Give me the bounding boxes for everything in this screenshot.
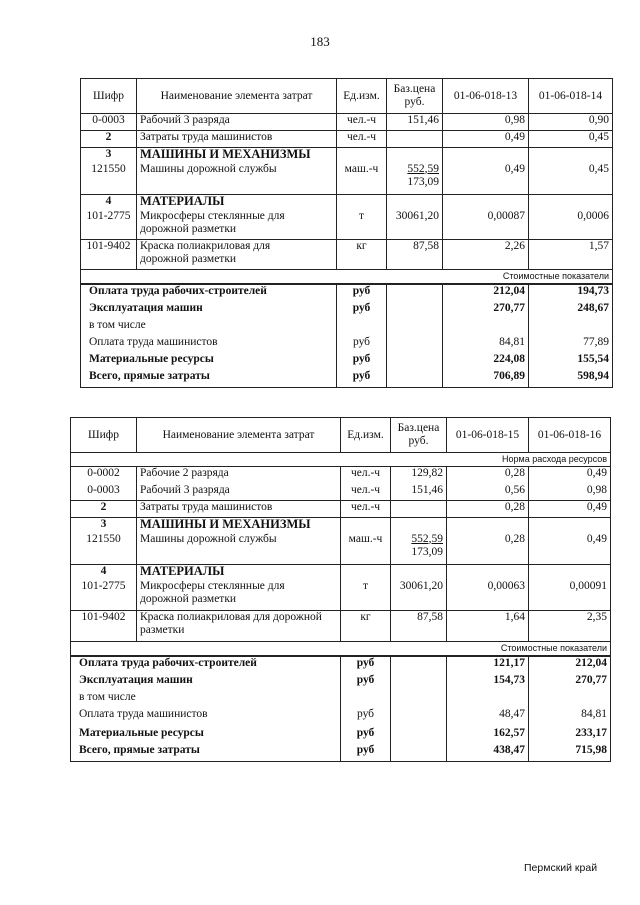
cost-table-2 — [70, 417, 611, 762]
row-name-line-1: Краска полиакриловая для — [140, 240, 271, 252]
summary-name: Материальные ресурсы — [81, 353, 337, 370]
header-col-2: 01-06-018-16 — [529, 418, 611, 453]
summary-row — [81, 284, 613, 302]
summary-row — [81, 336, 613, 353]
summary-name: Эксплуатация машин — [71, 674, 341, 691]
row-unit: маш.-ч — [341, 533, 391, 565]
row-name: Рабочий 3 разряда — [137, 114, 337, 131]
summary-value-2: 84,81 — [529, 708, 611, 727]
row-value-2: 0,49 — [529, 533, 611, 565]
row-name: Затраты труда машинистов — [137, 501, 341, 518]
row-value-2: 0,45 — [529, 163, 613, 195]
summary-row — [71, 674, 611, 691]
section-title: МАТЕРИАЛЫ — [137, 195, 337, 210]
header-price: Баз.цена руб. — [387, 79, 443, 114]
row-name — [137, 580, 341, 611]
row-price: 87,58 — [391, 611, 447, 642]
section-row — [81, 148, 613, 163]
summary-name: Оплата труда машинистов — [71, 708, 341, 727]
summary-value-2: 270,77 — [529, 674, 611, 691]
price-secondary: 173,09 — [411, 545, 443, 558]
section-label-row — [81, 270, 613, 285]
summary-value-2: 77,89 — [529, 336, 613, 353]
row-value-2: 0,49 — [529, 467, 611, 484]
cost-table-1 — [80, 78, 613, 388]
row-value-1: 0,49 — [443, 131, 529, 148]
row-code: 121550 — [71, 533, 137, 565]
row-code: 4 — [71, 565, 137, 580]
table-row — [81, 131, 613, 148]
row-code: 101-9402 — [81, 240, 137, 270]
summary-row — [81, 302, 613, 319]
summary-row — [71, 691, 611, 708]
row-name: Рабочие 2 разряда — [137, 467, 341, 484]
header-price: Баз.цена руб. — [391, 418, 447, 453]
summary-row — [81, 353, 613, 370]
row-value-1: 0,49 — [443, 163, 529, 195]
summary-row — [71, 656, 611, 674]
summary-unit: руб — [337, 302, 387, 319]
summary-row — [71, 744, 611, 761]
row-name — [137, 240, 337, 270]
summary-name: в том числе — [71, 691, 341, 708]
summary-name: Всего, прямые затраты — [71, 744, 341, 761]
row-value-1: 1,64 — [447, 611, 529, 642]
cost-indicators-label: Стоимостные показатели — [81, 270, 613, 285]
row-value-2: 0,98 — [529, 484, 611, 501]
row-unit: чел.-ч — [341, 501, 391, 518]
norm-label-row — [71, 453, 611, 467]
table-header — [71, 418, 611, 453]
header-col-2: 01-06-018-14 — [529, 79, 613, 114]
summary-name: Эксплуатация машин — [81, 302, 337, 319]
row-unit: т — [341, 580, 391, 611]
row-unit: чел.-ч — [341, 467, 391, 484]
table-row — [81, 114, 613, 131]
section-title: МАТЕРИАЛЫ — [137, 565, 341, 580]
row-unit: чел.-ч — [337, 131, 387, 148]
summary-unit: руб — [341, 744, 391, 761]
row-name-line-2: дорожной разметки — [140, 222, 237, 235]
summary-value-1: 438,47 — [447, 744, 529, 761]
row-name: Машины дорожной службы — [137, 533, 341, 565]
row-price: 151,46 — [387, 114, 443, 131]
section-title: МАШИНЫ И МЕХАНИЗМЫ — [137, 148, 337, 163]
table-header — [81, 79, 613, 114]
page-number: 183 — [310, 34, 330, 49]
row-name: Рабочий 3 разряда — [137, 484, 341, 501]
row-price — [391, 533, 447, 565]
summary-unit: руб — [341, 656, 391, 674]
summary-name: Оплата труда машинистов — [81, 336, 337, 353]
row-value-2: 1,57 — [529, 240, 613, 270]
row-unit: кг — [341, 611, 391, 642]
row-price: 129,82 — [391, 467, 447, 484]
summary-value-2: 715,98 — [529, 744, 611, 761]
summary-value-1: 706,89 — [443, 370, 529, 387]
summary-row — [81, 319, 613, 336]
summary-value-2: 248,67 — [529, 302, 613, 319]
row-value-2: 0,90 — [529, 114, 613, 131]
row-value-1: 2,26 — [443, 240, 529, 270]
row-code: 0-0002 — [71, 467, 137, 484]
summary-name: Всего, прямые затраты — [81, 370, 337, 387]
summary-unit: руб — [337, 353, 387, 370]
row-unit: чел.-ч — [341, 484, 391, 501]
header-unit: Ед.изм. — [341, 418, 391, 453]
row-name-line-2: разметки — [140, 624, 185, 636]
summary-value-1: 270,77 — [443, 302, 529, 319]
row-code: 0-0003 — [81, 114, 137, 131]
row-unit: маш.-ч — [337, 163, 387, 195]
summary-value-2: 212,04 — [529, 656, 611, 674]
row-name-line-2: дорожной разметки — [140, 592, 237, 605]
row-name-line-1: Микросферы стеклянные для — [140, 579, 285, 592]
row-price — [387, 131, 443, 148]
row-code: 4 — [81, 195, 137, 210]
row-code: 3 — [81, 148, 137, 163]
table-row — [71, 580, 611, 611]
summary-row — [81, 370, 613, 387]
summary-row — [71, 727, 611, 744]
row-value-2: 0,49 — [529, 501, 611, 518]
summary-value-2: 233,17 — [529, 727, 611, 744]
summary-value-2: 598,94 — [529, 370, 613, 387]
row-price — [387, 163, 443, 195]
row-value-2: 0,45 — [529, 131, 613, 148]
norm-label: Норма расхода ресурсов — [71, 453, 611, 467]
row-name-line-2: дорожной разметки — [140, 253, 237, 265]
summary-value-1: 212,04 — [443, 284, 529, 302]
summary-unit: руб — [337, 370, 387, 387]
row-value-1: 0,98 — [443, 114, 529, 131]
header-name: Наименование элемента затрат — [137, 79, 337, 114]
row-code: 101-2775 — [71, 580, 137, 611]
table-row — [71, 533, 611, 565]
summary-value-2: 155,54 — [529, 353, 613, 370]
footer-region: Пермский край — [524, 862, 598, 874]
row-name-line-1: Микросферы стеклянные для — [140, 209, 285, 222]
row-value-2: 0,00091 — [529, 580, 611, 611]
row-value-2: 0,0006 — [529, 210, 613, 240]
summary-unit: руб — [341, 674, 391, 691]
table-row — [81, 163, 613, 195]
row-code: 101-2775 — [81, 210, 137, 240]
section-row — [71, 518, 611, 533]
row-code: 121550 — [81, 163, 137, 195]
row-value-1: 0,28 — [447, 501, 529, 518]
row-value-2: 2,35 — [529, 611, 611, 642]
section-row — [71, 565, 611, 580]
header-unit: Ед.изм. — [337, 79, 387, 114]
price-secondary: 173,09 — [407, 175, 439, 188]
summary-name: Оплата труда рабочих-строителей — [71, 656, 341, 674]
row-price: 151,46 — [391, 484, 447, 501]
header-col-1: 01-06-018-15 — [447, 418, 529, 453]
summary-value-1: 48,47 — [447, 708, 529, 727]
table-row — [71, 501, 611, 518]
row-unit: чел.-ч — [337, 114, 387, 131]
summary-value-1: 121,17 — [447, 656, 529, 674]
summary-value-1: 154,73 — [447, 674, 529, 691]
header-col-1: 01-06-018-13 — [443, 79, 529, 114]
header-code: Шифр — [81, 79, 137, 114]
section-label-row — [71, 642, 611, 657]
price-primary: 552,59 — [411, 532, 443, 545]
row-code: 2 — [71, 501, 137, 518]
summary-value-1: 162,57 — [447, 727, 529, 744]
summary-unit: руб — [337, 284, 387, 302]
row-code: 101-9402 — [71, 611, 137, 642]
table-row — [71, 611, 611, 642]
row-code: 0-0003 — [71, 484, 137, 501]
summary-value-1: 84,81 — [443, 336, 529, 353]
row-price — [391, 501, 447, 518]
row-value-1: 0,28 — [447, 533, 529, 565]
summary-value-2: 194,73 — [529, 284, 613, 302]
price-primary: 552,59 — [407, 162, 439, 175]
section-title: МАШИНЫ И МЕХАНИЗМЫ — [137, 518, 341, 533]
cost-indicators-label: Стоимостные показатели — [71, 642, 611, 657]
row-name: Машины дорожной службы — [137, 163, 337, 195]
row-price: 87,58 — [387, 240, 443, 270]
summary-row — [71, 708, 611, 727]
summary-name: в том числе — [81, 319, 337, 336]
table-row — [71, 484, 611, 501]
summary-name: Оплата труда рабочих-строителей — [81, 284, 337, 302]
summary-value-1: 224,08 — [443, 353, 529, 370]
row-name — [137, 611, 341, 642]
header-code: Шифр — [71, 418, 137, 453]
header-name: Наименование элемента затрат — [137, 418, 341, 453]
summary-unit: руб — [337, 336, 387, 353]
row-unit: кг — [337, 240, 387, 270]
row-value-1: 0,56 — [447, 484, 529, 501]
row-name — [137, 210, 337, 240]
row-price: 30061,20 — [387, 210, 443, 240]
row-name: Затраты труда машинистов — [137, 131, 337, 148]
row-name-line-1: Краска полиакриловая для дорожной — [140, 611, 322, 623]
row-value-1: 0,00087 — [443, 210, 529, 240]
row-price: 30061,20 — [391, 580, 447, 611]
section-row — [81, 195, 613, 210]
summary-unit: руб — [341, 727, 391, 744]
row-code: 2 — [81, 131, 137, 148]
table-row — [81, 210, 613, 240]
row-value-1: 0,28 — [447, 467, 529, 484]
table-row — [71, 467, 611, 484]
summary-unit: руб — [341, 708, 391, 727]
row-unit: т — [337, 210, 387, 240]
row-code: 3 — [71, 518, 137, 533]
summary-name: Материальные ресурсы — [71, 727, 341, 744]
row-value-1: 0,00063 — [447, 580, 529, 611]
table-row — [81, 240, 613, 270]
